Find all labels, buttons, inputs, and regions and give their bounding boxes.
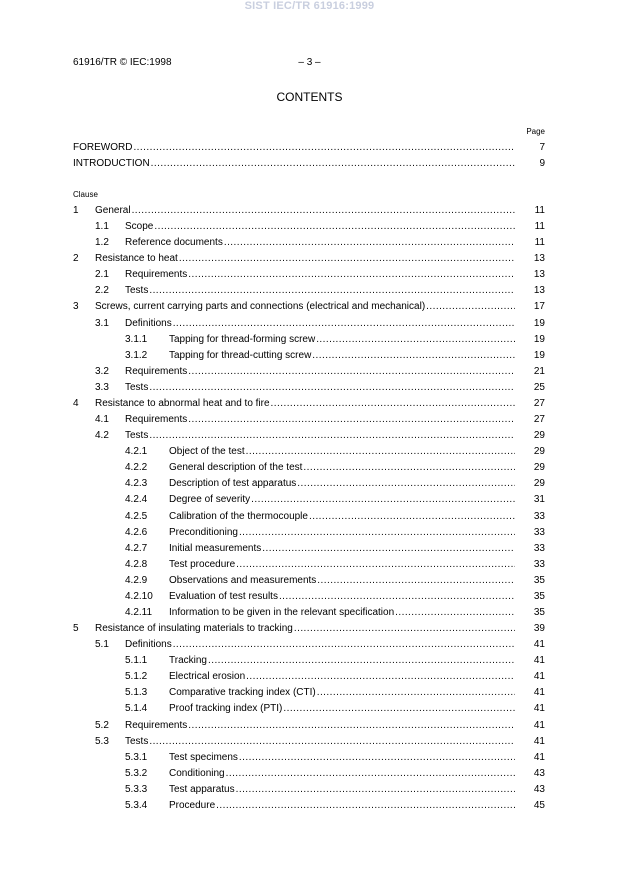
toc-dot-leader	[187, 414, 515, 426]
toc-entry-page: 21	[533, 365, 545, 377]
toc-entry-title-line	[169, 559, 515, 571]
toc-front-matter-row	[0, 158, 619, 170]
toc-entry-number: 5.1.4	[125, 703, 148, 715]
toc-entry-title-line	[125, 366, 515, 378]
toc-entry-row	[0, 334, 619, 346]
toc-dot-leader	[270, 398, 515, 410]
toc-dot-leader	[207, 655, 515, 667]
toc-entry-page: 29	[533, 462, 545, 474]
toc-entry-title: Resistance to heat	[95, 253, 178, 265]
toc-entry-title: Requirements	[125, 269, 188, 281]
toc-entry-page: 11	[534, 221, 545, 233]
toc-entry-row	[0, 559, 619, 571]
toc-entry-row	[0, 591, 619, 603]
toc-entry-row	[0, 752, 619, 764]
toc-entry-title: Tapping for thread-forming screw	[169, 333, 316, 345]
toc-dot-leader	[148, 430, 515, 442]
toc-entry-number: 4.1	[95, 414, 109, 426]
toc-entry-title: Requirements	[125, 365, 188, 377]
toc-dot-leader	[225, 768, 515, 780]
toc-entry-page: 41	[533, 687, 545, 699]
toc-entry-page: 41	[533, 735, 545, 747]
toc-entry-row	[0, 494, 619, 506]
toc-entry-number: 5.3	[95, 735, 109, 747]
toc-entry-number: 3.1	[95, 317, 109, 329]
toc-dot-leader	[148, 285, 515, 297]
toc-entry-row	[0, 205, 619, 217]
toc-entry-title-line	[169, 784, 515, 796]
toc-entry-number: 2.1	[95, 269, 109, 281]
toc-entry-row	[0, 318, 619, 330]
toc-entry-title: Calibration of the thermocouple	[169, 510, 308, 522]
toc-entry-page: 41	[533, 751, 545, 763]
toc-dot-leader	[235, 784, 515, 796]
toc-entry-title: Conditioning	[169, 767, 225, 779]
toc-dot-leader	[394, 607, 515, 619]
toc-entry-title: Test specimens	[169, 751, 238, 763]
toc-dot-leader	[172, 639, 515, 651]
toc-entry-number: 4.2.7	[125, 542, 148, 554]
toc-entry-row	[0, 430, 619, 442]
toc-front-matter-row	[0, 142, 619, 154]
toc-entry-page: 35	[533, 607, 545, 618]
toc-entry-number: 4.2.3	[125, 478, 148, 490]
toc-dot-leader	[238, 527, 515, 539]
toc-entry-title-line	[125, 639, 515, 651]
toc-entry-title-line	[169, 752, 515, 764]
toc-entry-title-line	[169, 575, 515, 587]
toc-dot-leader	[261, 543, 515, 555]
toc-dot-leader	[278, 591, 515, 603]
toc-entry-page: 33	[533, 542, 545, 554]
toc-entry-title-line	[125, 318, 515, 330]
toc-entry-row	[0, 221, 619, 233]
toc-entry-title-line	[169, 478, 515, 490]
toc-entry-page: 41	[533, 719, 545, 731]
toc-entry-title-line	[73, 158, 515, 170]
toc-entry-title-line	[95, 301, 515, 313]
toc-entry-title: Tracking	[169, 655, 207, 667]
toc-entry-number: 3.2	[95, 365, 109, 377]
toc-entry-title-line	[169, 527, 515, 539]
toc-entry-title-line	[95, 253, 515, 265]
toc-entry-title-line	[125, 237, 515, 249]
toc-entry-page: 11	[534, 237, 545, 249]
header-document-id: 61916/TR © IEC:1998	[73, 57, 172, 68]
toc-dot-leader	[153, 221, 515, 233]
toc-entry-page: 29	[533, 478, 545, 490]
toc-dot-leader	[296, 478, 515, 490]
toc-entry-number: 2	[73, 253, 79, 265]
toc-entry-title-line	[169, 511, 515, 523]
toc-entry-number: 4.2.10	[125, 590, 153, 602]
header-page-number: – 3 –	[298, 57, 321, 68]
toc-entry-page: 13	[533, 285, 545, 297]
toc-dot-leader	[238, 752, 515, 764]
toc-entry-row	[0, 639, 619, 651]
toc-entry-row	[0, 800, 619, 812]
toc-entry-title-line	[125, 221, 515, 233]
toc-entry-title: Initial measurements	[169, 542, 262, 554]
toc-dot-leader	[250, 494, 515, 506]
toc-entry-title: Resistance to abnormal heat and to fire	[95, 397, 270, 409]
toc-entry-title: General description of the test	[169, 462, 303, 474]
toc-entry-number: 5.1	[95, 639, 109, 651]
page-column-label: Page	[526, 127, 545, 136]
toc-entry-page: 33	[533, 526, 545, 538]
toc-entry-page: 29	[533, 430, 545, 442]
toc-entry-page: 33	[533, 510, 545, 522]
toc-entry-row	[0, 269, 619, 281]
toc-entry-title: Requirements	[125, 414, 188, 426]
toc-entry-title-line	[125, 382, 515, 394]
toc-entry-title: Comparative tracking index (CTI)	[169, 687, 316, 699]
toc-entry-number: 3.3	[95, 381, 109, 393]
toc-entry-number: 5.1.2	[125, 671, 148, 683]
toc-entry-page: 27	[533, 397, 545, 409]
toc-entry-title: Resistance of insulating materials to tracking	[95, 623, 293, 635]
toc-entry-title-line	[169, 591, 515, 603]
toc-entry-title-line	[95, 398, 515, 410]
toc-entry-number: 5.1.1	[125, 655, 148, 667]
toc-entry-number: 4.2.1	[125, 446, 148, 458]
toc-entry-number: 4.2.6	[125, 526, 148, 538]
page-title: CONTENTS	[276, 90, 343, 104]
toc-entry-title: Object of the test	[169, 446, 245, 458]
toc-entry-row	[0, 366, 619, 378]
toc-dot-leader	[187, 366, 515, 378]
toc-entry-page: 35	[533, 574, 545, 586]
toc-dot-leader	[187, 720, 515, 732]
toc-dot-leader	[245, 671, 515, 683]
toc-entry-title-line	[169, 800, 515, 812]
toc-entry-title: FOREWORD	[73, 142, 133, 153]
toc-entry-page: 33	[533, 558, 545, 570]
toc-entry-page: 11	[534, 205, 545, 216]
toc-entry-title: Information to be given in the relevant specification	[169, 607, 395, 618]
toc-entry-title-line	[125, 285, 515, 297]
toc-entry-title: Tapping for thread-cutting screw	[169, 349, 312, 361]
toc-entry-row	[0, 398, 619, 410]
toc-entry-row	[0, 623, 619, 635]
toc-entry-title-line	[95, 623, 515, 635]
toc-entry-page: 35	[533, 590, 545, 602]
toc-entry-title-line	[125, 720, 515, 732]
toc-entry-number: 4.2.2	[125, 462, 148, 474]
toc-dot-leader	[308, 511, 515, 523]
toc-entry-number: 1.2	[95, 237, 109, 249]
toc-entry-page: 19	[533, 317, 545, 329]
toc-entry-title: General	[95, 205, 131, 216]
toc-dot-leader	[316, 687, 515, 699]
toc-entry-page: 13	[533, 269, 545, 281]
toc-entry-title: Screws, current carrying parts and connections (electrical and mechanical)	[95, 301, 426, 313]
toc-entry-number: 3.1.1	[125, 333, 148, 345]
toc-entry-number: 2.2	[95, 285, 109, 297]
toc-dot-leader	[282, 703, 515, 715]
toc-dot-leader	[187, 269, 515, 281]
toc-entry-number: 4.2.9	[125, 574, 148, 586]
toc-entry-row	[0, 511, 619, 523]
toc-entry-row	[0, 350, 619, 362]
toc-entry-title-line	[169, 350, 515, 362]
toc-dot-leader	[148, 382, 515, 394]
toc-entry-page: 25	[533, 381, 545, 393]
toc-entry-row	[0, 784, 619, 796]
toc-entry-title: Definitions	[125, 639, 172, 651]
toc-entry-title: Definitions	[125, 317, 172, 329]
toc-entry-title-line	[73, 142, 515, 154]
toc-entry-row	[0, 671, 619, 683]
toc-entry-number: 5	[73, 623, 79, 635]
toc-entry-title-line	[125, 269, 515, 281]
toc-dot-leader	[131, 205, 515, 217]
toc-entry-title-line	[169, 462, 515, 474]
toc-entry-number: 5.3.3	[125, 783, 148, 795]
toc-entry-title: Tests	[125, 285, 149, 297]
toc-entry-title-line	[169, 543, 515, 555]
toc-entry-title-line	[169, 687, 515, 699]
toc-entry-number: 4.2.8	[125, 558, 148, 570]
toc-entry-title: Tests	[125, 430, 149, 442]
toc-entry-number: 5.1.3	[125, 687, 148, 699]
toc-dot-leader	[223, 237, 515, 249]
toc-entry-row	[0, 607, 619, 619]
toc-dot-leader	[293, 623, 515, 635]
toc-entry-number: 1	[73, 205, 79, 216]
toc-entry-number: 4	[73, 397, 79, 409]
toc-entry-page: 17	[533, 301, 545, 313]
toc-entry-title: Test procedure	[169, 558, 236, 570]
toc-entry-title: Requirements	[125, 719, 188, 731]
toc-entry-title-line	[125, 414, 515, 426]
toc-entry-number: 3	[73, 301, 79, 313]
toc-entry-number: 3.1.2	[125, 349, 148, 361]
toc-entry-page: 43	[533, 767, 545, 779]
toc-dot-leader	[315, 334, 515, 346]
toc-entry-number: 4.2	[95, 430, 109, 442]
toc-entry-row	[0, 736, 619, 748]
toc-entry-page: 31	[533, 494, 545, 506]
toc-entry-title: Tests	[125, 735, 149, 747]
toc-entry-title-line	[169, 494, 515, 506]
toc-entry-title-line	[169, 607, 515, 619]
toc-dot-leader	[311, 350, 515, 362]
toc-entry-page: 9	[539, 158, 545, 169]
toc-dot-leader	[148, 736, 515, 748]
toc-entry-row	[0, 720, 619, 732]
toc-entry-title-line	[125, 430, 515, 442]
toc-entry-title-line	[169, 703, 515, 715]
toc-dot-leader	[245, 446, 515, 458]
toc-entry-row	[0, 575, 619, 587]
toc-entry-number: 4.2.11	[125, 607, 153, 618]
toc-entry-page: 7	[539, 142, 545, 153]
toc-entry-title-line	[125, 736, 515, 748]
toc-entry-number: 1.1	[95, 221, 109, 233]
toc-entry-row	[0, 414, 619, 426]
toc-dot-leader	[178, 253, 515, 265]
toc-dot-leader	[172, 318, 515, 330]
toc-entry-title: Electrical erosion	[169, 671, 246, 683]
toc-entry-title: Evaluation of test results	[169, 590, 278, 602]
toc-dot-leader	[302, 462, 515, 474]
toc-entry-row	[0, 301, 619, 313]
toc-entry-row	[0, 446, 619, 458]
toc-dot-leader	[316, 575, 515, 587]
toc-entry-row	[0, 655, 619, 667]
toc-entry-number: 5.2	[95, 719, 109, 731]
toc-entry-number: 4.2.4	[125, 494, 148, 506]
toc-entry-page: 41	[533, 671, 545, 683]
toc-entry-number: 4.2.5	[125, 510, 148, 522]
toc-entry-title: Tests	[125, 381, 149, 393]
toc-entry-row	[0, 253, 619, 265]
toc-entry-page: 19	[533, 349, 545, 361]
toc-entry-number: 5.3.2	[125, 767, 148, 779]
toc-entry-title-line	[95, 205, 515, 217]
toc-entry-row	[0, 285, 619, 297]
toc-entry-title: Preconditioning	[169, 526, 238, 538]
toc-entry-title-line	[169, 334, 515, 346]
toc-entry-page: 43	[533, 783, 545, 795]
clause-label: Clause	[73, 190, 98, 199]
toc-entry-title: Scope	[125, 221, 154, 233]
toc-entry-title: Description of test apparatus	[169, 478, 297, 490]
toc-entry-row	[0, 768, 619, 780]
toc-entry-title: Reference documents	[125, 237, 223, 249]
toc-dot-leader	[425, 301, 515, 313]
toc-entry-page: 19	[533, 333, 545, 345]
toc-entry-page: 41	[533, 655, 545, 667]
toc-entry-number: 5.3.1	[125, 751, 148, 763]
toc-entry-title: INTRODUCTION	[73, 158, 150, 169]
watermark: SIST IEC/TR 61916:1999	[244, 0, 375, 12]
toc-entry-title-line	[169, 768, 515, 780]
toc-entry-row	[0, 543, 619, 555]
toc-dot-leader	[132, 142, 515, 154]
toc-entry-title: Procedure	[169, 799, 216, 811]
toc-entry-page: 13	[533, 253, 545, 265]
toc-entry-title: Proof tracking index (PTI)	[169, 703, 283, 715]
toc-entry-page: 45	[533, 799, 545, 811]
toc-entry-title: Test apparatus	[169, 783, 235, 795]
toc-entry-page: 27	[533, 414, 545, 426]
toc-entry-title: Observations and measurements	[169, 574, 317, 586]
toc-entry-row	[0, 462, 619, 474]
toc-dot-leader	[215, 800, 515, 812]
toc-entry-page: 41	[533, 639, 545, 651]
toc-entry-row	[0, 478, 619, 490]
toc-entry-page: 39	[533, 623, 545, 635]
toc-entry-row	[0, 382, 619, 394]
toc-entry-title-line	[169, 446, 515, 458]
toc-dot-leader	[150, 158, 515, 170]
toc-entry-row	[0, 703, 619, 715]
toc-dot-leader	[235, 559, 515, 571]
toc-entry-number: 5.3.4	[125, 799, 148, 811]
toc-entry-title-line	[169, 671, 515, 683]
toc-entry-title: Degree of severity	[169, 494, 251, 506]
toc-entry-title-line	[169, 655, 515, 667]
toc-entry-page: 41	[533, 703, 545, 715]
toc-entry-page: 29	[533, 446, 545, 458]
toc-entry-row	[0, 527, 619, 539]
toc-entry-row	[0, 687, 619, 699]
toc-entry-row	[0, 237, 619, 249]
